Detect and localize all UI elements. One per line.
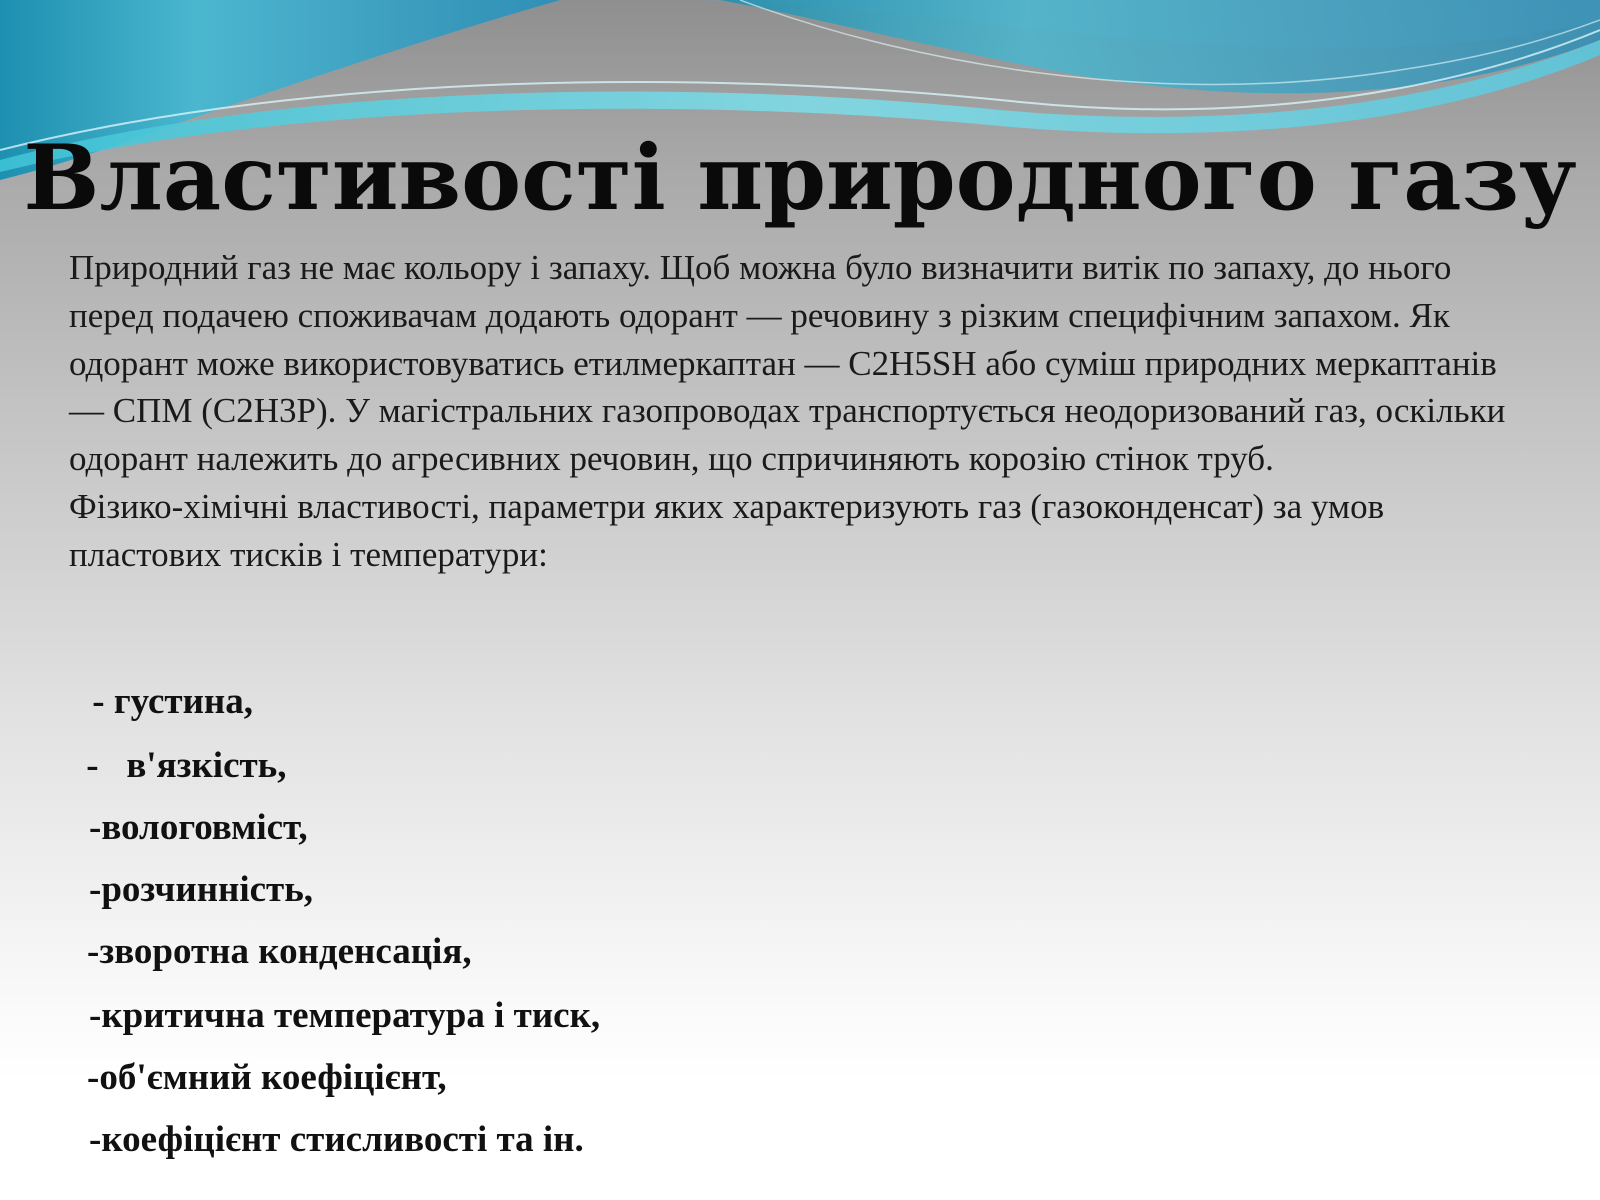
list-item-solubility: -розчинність,	[89, 869, 314, 910]
paragraph-properties-intro: Фізико-хімічні властивості, параметри яких характеризують газ (газоконденсат) за умов пластових тисків і температури:	[69, 486, 1385, 574]
paragraph-odorant: Природний газ не має кольору і запаху. Щоб можна було визначити витік по запаху, до нього перед подачею споживачам додають одорант — речовину з різким специфічним запахом. Як одорант може використовуватись етилмеркаптан — C2H5SH або суміш природних меркаптанів — СПМ (C2H3P). У магістральних газопроводах транспортується неодоризований газ, оскільки одорант належить до агресивних речовин, що спричиняють корозію стінок труб.	[69, 248, 1506, 479]
list-item-viscosity: - в'язкість,	[77, 745, 287, 786]
slide-body	[69, 244, 1509, 579]
slide-title: Властивості природного газу	[23, 125, 1577, 231]
list-item-critical-temperature: -критична температура і тиск,	[89, 995, 601, 1036]
list-item-compressibility: -коефіцієнт стисливості та ін.	[89, 1119, 584, 1160]
list-item-volume-factor: -об'ємний коефіцієнт,	[87, 1057, 447, 1098]
list-item-moisture: -вологовміст,	[89, 807, 308, 848]
list-item-density: - густина,	[83, 681, 253, 722]
list-item-retrograde-condensation: -зворотна конденсація,	[87, 931, 472, 972]
